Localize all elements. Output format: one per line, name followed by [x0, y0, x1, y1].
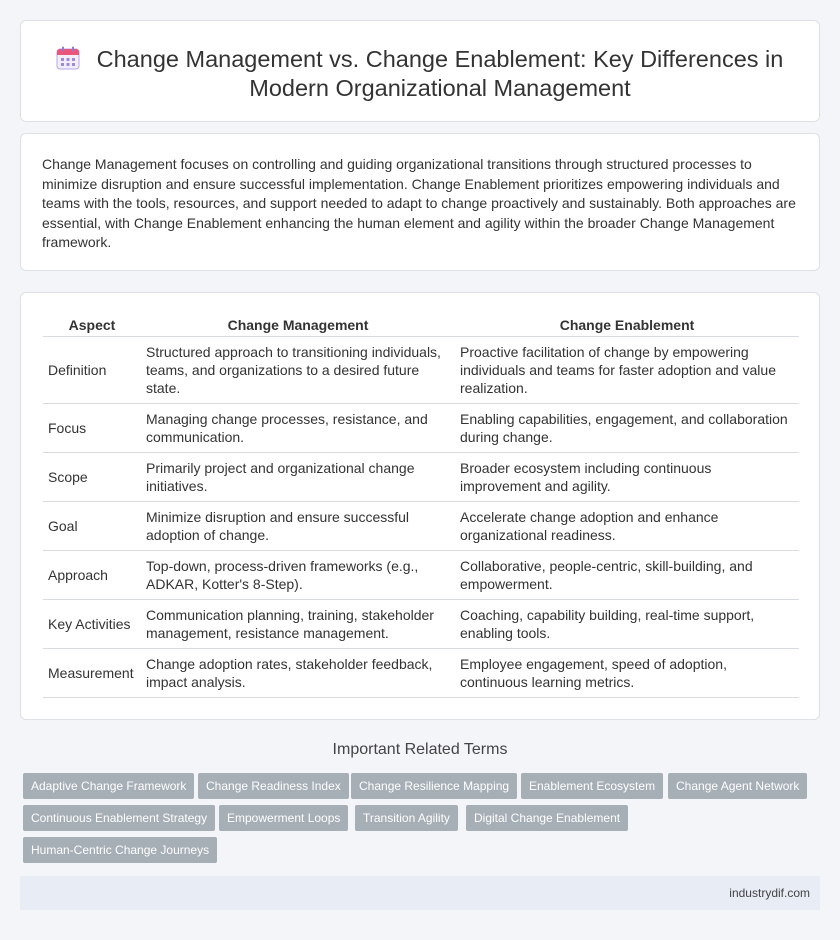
table-row [43, 453, 799, 502]
cell-change-enablement: Collaborative, people-centric, skill-building, and empowerment. [455, 551, 799, 600]
cell-change-enablement: Broader ecosystem including continuous improvement and agility. [455, 453, 799, 502]
cell-change-enablement: Enabling capabilities, engagement, and collaboration during change. [455, 404, 799, 453]
comparison-table [43, 315, 799, 698]
tag-transition-agility[interactable]: Transition Agility [355, 805, 458, 831]
cell-change-management: Primarily project and organizational change initiatives. [141, 453, 455, 502]
cell-change-management: Managing change processes, resistance, and communication. [141, 404, 455, 453]
related-terms-title: Important Related Terms [332, 741, 508, 758]
page-title: Change Management vs. Change Enablement: Key Differences in Modern Organizational Management [96, 46, 784, 101]
footer-site[interactable]: industrydif.com [729, 886, 810, 900]
tag-human-centric-change-journeys[interactable]: Human-Centric Change Journeys [23, 837, 217, 863]
cell-aspect: Definition [43, 337, 141, 404]
cell-change-enablement: Proactive facilitation of change by empowering individuals and teams for faster adoption and value realization. [455, 337, 799, 404]
header-change-enablement: Change Enablement [455, 315, 799, 337]
cell-change-enablement: Coaching, capability building, real-time support, enabling tools. [455, 600, 799, 649]
footer [20, 876, 820, 910]
tag-adaptive-change-framework[interactable]: Adaptive Change Framework [23, 773, 194, 799]
header-card [20, 20, 820, 122]
header-aspect: Aspect [43, 315, 141, 337]
cell-change-management: Top-down, process-driven frameworks (e.g., ADKAR, Kotter's 8-Step). [141, 551, 455, 600]
table-row [43, 404, 799, 453]
cell-change-enablement: Employee engagement, speed of adoption, continuous learning metrics. [455, 649, 799, 698]
cell-change-management: Structured approach to transitioning individuals, teams, and organizations to a desired future state. [141, 337, 455, 404]
tag-empowerment-loops[interactable]: Empowerment Loops [219, 805, 348, 831]
table-row [43, 337, 799, 404]
table-row [43, 502, 799, 551]
tag-change-readiness-index[interactable]: Change Readiness Index [198, 773, 349, 799]
cell-aspect: Measurement [43, 649, 141, 698]
table-row [43, 551, 799, 600]
calendar-icon [55, 45, 81, 76]
tag-change-resilience-mapping[interactable]: Change Resilience Mapping [351, 773, 517, 799]
cell-aspect: Focus [43, 404, 141, 453]
table-row [43, 649, 799, 698]
comparison-card [20, 292, 820, 720]
cell-aspect: Goal [43, 502, 141, 551]
tag-change-agent-network[interactable]: Change Agent Network [668, 773, 807, 799]
cell-aspect: Key Activities [43, 600, 141, 649]
table-row [43, 600, 799, 649]
cell-change-management: Communication planning, training, stakeholder management, resistance management. [141, 600, 455, 649]
intro-text: Change Management focuses on controlling and guiding organizational transitions through structured processes to minimize disruption and ensure successful implementation. Change Enablement prioritizes empowering individuals and teams with the tools, resources, and support needed to adapt to change proactively and sustainably. Both approaches are essential, with Change Enablement enhancing the human element and agility within the broader Change Management framework. [42, 156, 796, 250]
cell-aspect: Scope [43, 453, 141, 502]
cell-aspect: Approach [43, 551, 141, 600]
cell-change-enablement: Accelerate change adoption and enhance organizational readiness. [455, 502, 799, 551]
tag-continuous-enablement-strategy[interactable]: Continuous Enablement Strategy [23, 805, 215, 831]
tag-enablement-ecosystem[interactable]: Enablement Ecosystem [521, 773, 663, 799]
cell-change-management: Minimize disruption and ensure successful adoption of change. [141, 502, 455, 551]
tag-digital-change-enablement[interactable]: Digital Change Enablement [466, 805, 628, 831]
intro-card [20, 133, 820, 271]
cell-change-management: Change adoption rates, stakeholder feedback, impact analysis. [141, 649, 455, 698]
table-header-row [43, 315, 799, 337]
header-change-management: Change Management [141, 315, 455, 337]
